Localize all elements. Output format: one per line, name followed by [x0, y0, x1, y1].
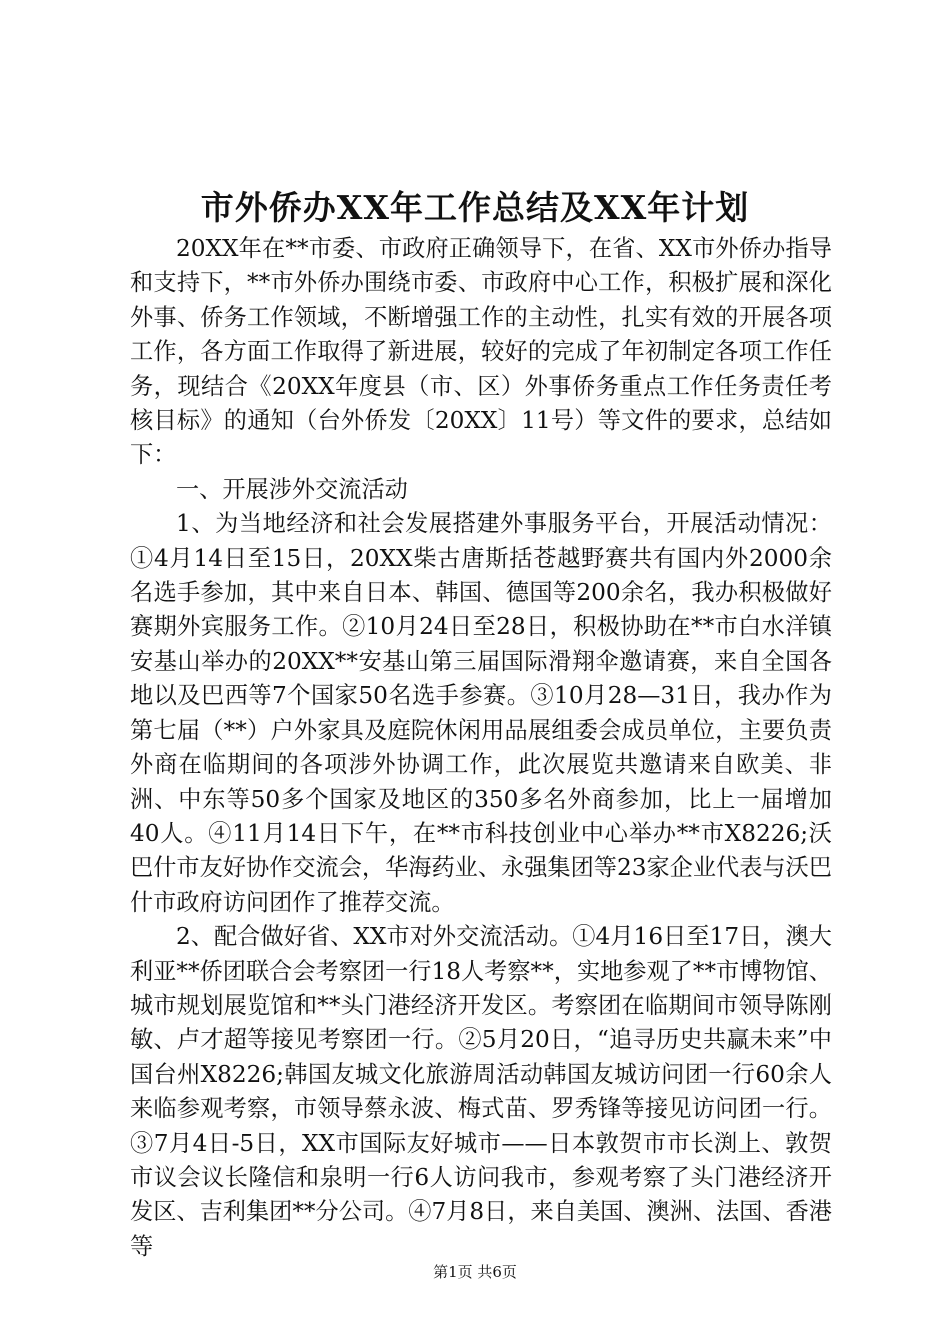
document-title: 市外侨办XX年工作总结及XX年计划 — [200, 188, 750, 227]
paragraph-intro: 20XX年在**市委、市政府正确领导下，在省、XX市外侨办指导和支持下，**市外侨办围绕市委、市政府中心工作，积极扩展和深化外事、侨务工作领域，不断增强工作的主动性，扎实有效的开展各项工作，各方面工作取得了新进展，较好的完成了年初制定各项工作任务，现结合《20XX年度县（市、区）外事侨务重点工作任务责任考核目标》的通知（台外侨发〔20XX〕11号）等文件的要求，总结如下： — [130, 235, 832, 469]
paragraph-item-2: 2、配合做好省、XX市对外交流活动。①4月16日至17日，澳大利亚**侨团联合会考察团一行18人考察**，实地参观了**市博物馆、城市规划展览馆和**头门港经济开发区。考察团在临期间市领导陈刚敏、卢才超等接见考察团一行。②5月20日，“追寻历史共赢未来”中国台州X8226;韩国友城文化旅游周活动韩国友城访问团一行60余人来临参观考察，市领导蔡永波、梅式苗、罗秀锋等接见访问团一行。③7月4日-5日，XX市国际友好城市——日本敦贺市市长渕上、敦贺市议会议长隆信和泉明一行6人访问我市，参观考察了头门港经济开发区、吉利集团**分公司。④7月8日，来自美国、澳洲、法国、香港等 — [130, 923, 832, 1260]
document-body — [130, 232, 832, 1264]
paragraph-item-1: 1、为当地经济和社会发展搭建外事服务平台，开展活动情况：①4月14日至15日，20XX柴古唐斯括苍越野赛共有国内外2000余名选手参加，其中来自日本、韩国、德国等200余名，我办积极做好赛期外宾服务工作。②10月24日至28日，积极协助在**市白水洋镇安基山举办的20XX**安基山第三届国际滑翔伞邀请赛，来自全国各地以及巴西等7个国家50名选手参赛。③10月28—31日，我办作为第七届（**）户外家具及庭院休闲用品展组委会成员单位，主要负责外商在临期间的各项涉外协调工作，此次展览共邀请来自欧美、非洲、中东等50多个国家及地区的350多名外商参加，比上一届增加40人。④11月14日下午，在**市科技创业中心举办**市X8226;沃巴什市友好协作交流会，华海药业、永强集团等23家企业代表与沃巴什市政府访问团作了推荐交流。 — [130, 510, 832, 916]
page-footer: 第1页 共6页 — [433, 1263, 517, 1281]
section-heading: 一、开展涉外交流活动 — [176, 475, 408, 503]
